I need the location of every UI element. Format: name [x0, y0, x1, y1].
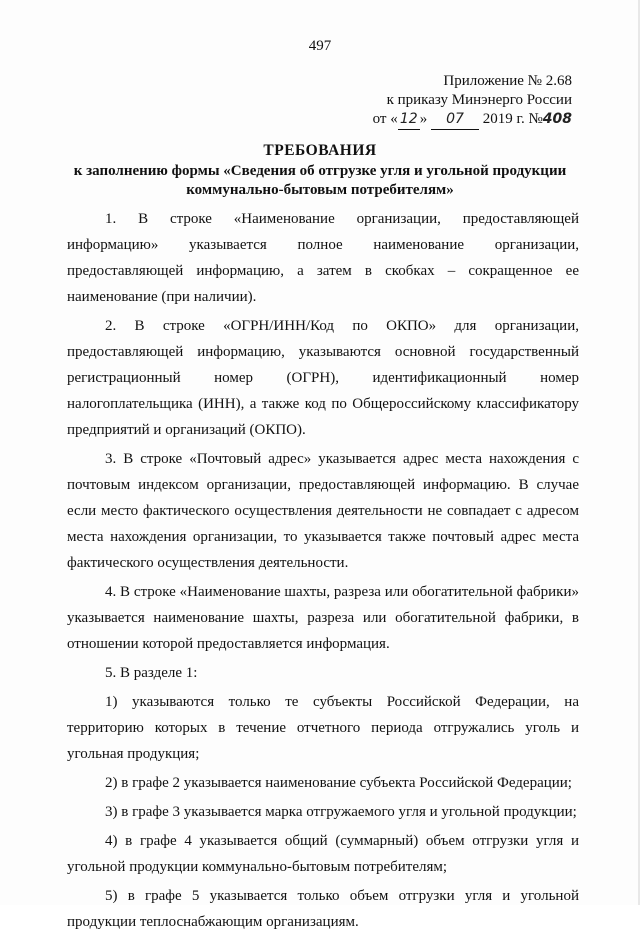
paragraph-1: 1. В строке «Наименование организации, предоставляющей информацию» указывается полное наименование организации, предоставляющей информацию, а затем в скобках – сокращенное ее наименование (при наличии).: [67, 211, 579, 305]
document-title: ТРЕБОВАНИЯ: [263, 142, 377, 159]
paragraph-3: 3. В строке «Почтовый адрес» указывается адрес места нахождения с почтовым индексом организации, предоставляющей информацию. В случае если место фактического осуществления деятельности не совпадает с адресом места нахождения организации, то указывается также почтовый адрес места фактического осуществления деятельности.: [67, 451, 579, 571]
list-item-4: 4) в графе 4 указывается общий (суммарный) объем отгрузки угля и угольной продукции коммунально-бытовым потребителям;: [67, 833, 579, 875]
document-subtitle: к заполнению формы «Сведения об отгрузке угля и угольной продукции коммунально-бытовым потребителям»: [73, 163, 567, 198]
date-month: 07: [431, 110, 479, 130]
list-item-5: 5) в графе 5 указывается только объем отгрузки угля и угольной продукции теплоснабжающим организациям.: [67, 888, 579, 930]
appendix-header: [332, 72, 572, 130]
list-item-1: 1) указываются только те субъекты Российской Федерации, на территорию которых в течение отчетного периода отгружались уголь и угольная продукция;: [67, 694, 579, 762]
paragraph-5: 5. В разделе 1:: [105, 665, 198, 681]
list-item-3: 3) в графе 3 указывается марка отгружаемого угля и угольной продукции;: [105, 804, 577, 820]
paragraph-4: 4. В строке «Наименование шахты, разреза или обогатительной фабрики» указывается наименование шахты, разреза или обогатительной фабрики, в отношении которой предоставляется информация.: [67, 584, 579, 652]
date-year: 2019 г. №: [482, 111, 543, 127]
appendix-label: Приложение № 2.68: [443, 73, 572, 89]
list-item-2: 2) в графе 2 указывается наименование субъекта Российской Федерации;: [105, 775, 572, 791]
date-prefix: от «: [372, 111, 398, 127]
date-day: 12: [398, 110, 420, 130]
document-body: [67, 206, 579, 938]
date-mid: »: [419, 111, 428, 127]
page-number: 497: [308, 38, 332, 54]
order-reference: к приказу Минэнерго России: [386, 92, 572, 108]
order-date-line: [332, 110, 572, 130]
order-number: 408: [542, 111, 572, 127]
paragraph-2: 2. В строке «ОГРН/ИНН/Код по ОКПО» для организации, предоставляющей информацию, указываются основной государственный регистрационный номер (ОГРН), идентификационный номер налогоплательщика (ИНН), а также код по Общероссийскому классификатору предприятий и организаций (ОКПО).: [67, 318, 579, 438]
